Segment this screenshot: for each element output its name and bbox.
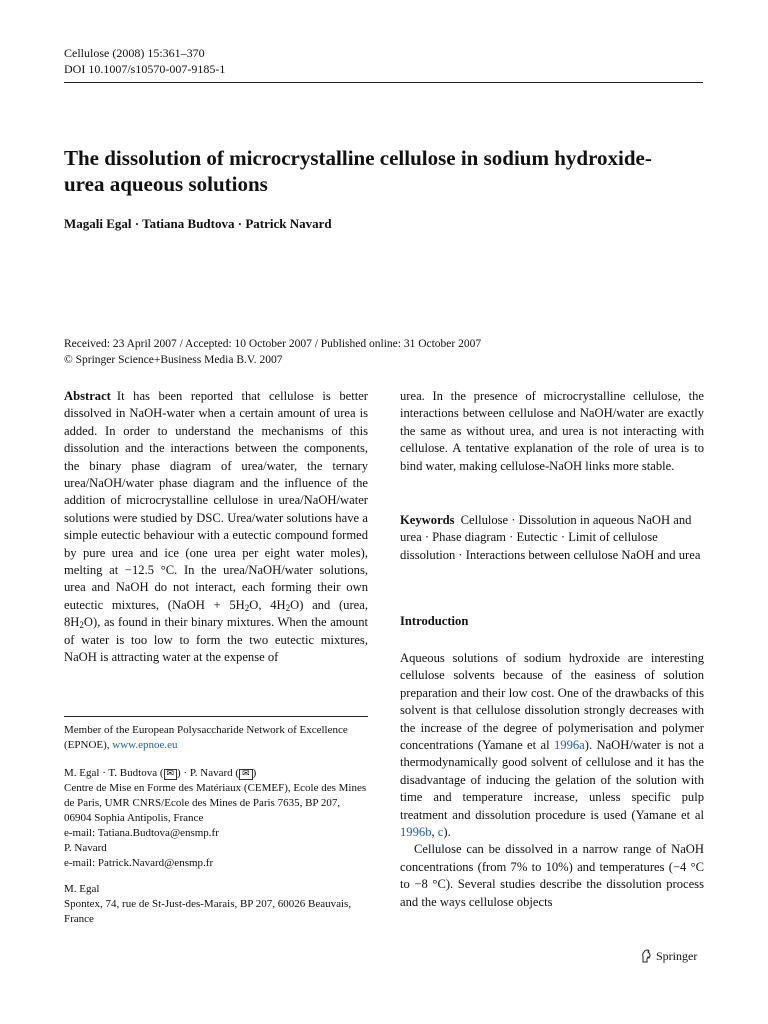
abstract-label: Abstract — [64, 389, 111, 403]
subscript: 2 — [79, 620, 84, 631]
intro-text: Aqueous solutions of sodium hydroxide are interesting cellulose solvents because of the easiness of solution preparation and their low cost. One of the drawbacks of this solvent is that cellulose dissolution strongly decreases with the increase of the degree of polymerisation and polymer concentrations (Yamane et al — [400, 651, 704, 753]
citation-link[interactable]: 1996b — [400, 825, 432, 840]
affiliation-address: Centre de Mise en Forme des Matériaux (CEMEF), Ecole des Mines de Paris, UMR CNRS/Ecole des Mines de Paris 7635, BP 207, 06904 Sophia Antipolis, France — [64, 782, 367, 824]
citation-link[interactable]: c — [437, 825, 444, 840]
citation-link[interactable]: 1996a — [553, 738, 585, 753]
abstract-continued — [400, 388, 704, 475]
running-header — [64, 45, 225, 77]
paper-title: The dissolution of microcrystalline cellulose in sodium hydroxide-urea aqueous solutions — [64, 146, 652, 196]
envelope-icon[interactable]: ✉ — [164, 769, 178, 780]
epnoe-link[interactable]: www.epnoe.eu — [112, 739, 178, 751]
subscript: 2 — [285, 602, 291, 613]
abstract-section — [64, 388, 368, 667]
email-navard[interactable]: e-mail: Patrick.Navard@ensmp.fr — [64, 857, 214, 869]
abstract-continuation: urea. In the presence of microcrystalline cellulose, the interactions between cellulose and NaOH/water are exactly the same as without urea, and urea is not interacting with cellulose. A tentative explanation of the role of urea is to bind water, making cellulose-NaOH links more stable. — [400, 389, 704, 473]
aff-names: ) · P. Navard ( — [177, 767, 240, 779]
springer-horse-icon — [640, 949, 652, 963]
affiliation-footnote — [64, 766, 368, 841]
egal-name: M. Egal — [64, 883, 100, 895]
abstract-text-1: It has been reported that cellulose is better dissolved in NaOH-water when a certain amount of urea is added. In order to understand the mechanisms of this dissolution and the interactions between the components, the binary phase diagram of urea/water, the ternary urea/NaOH/water phase diagram and the influence of the addition of microcrystalline cellulose in urea/NaOH/water solutions were studied by DSC. Urea/water solutions have a simple eutectic behaviour with a eutectic compound formed by pure urea and ice (one urea per eight water moles), melting at −12.5 °C. In the urea/NaOH/water solutions, urea and NaOH do not interact, each forming their own eutectic mixtures, (NaOH + 5H — [64, 389, 368, 612]
footnote-rule — [64, 716, 368, 717]
abstract-text-4: O), as found in their binary mixtures. When the amount of water is too low to form the two eutectic mixtures, NaOH is attracting water at the expense of — [64, 615, 368, 665]
introduction-body — [400, 650, 704, 911]
network-text: Member of the European Polysaccharide Network of Excellence (EPNOE), — [64, 724, 348, 751]
journal-citation: Cellulose (2008) 15:361–370 — [64, 46, 205, 60]
author-list: Magali Egal · Tatiana Budtova · Patrick Navard — [64, 216, 332, 231]
egal-address: Spontex, 74, rue de St-Just-des-Marais, BP 207, 60026 Beauvais, France — [64, 898, 352, 925]
intro-paragraph-2: Cellulose can be dissolved in a narrow range of NaOH concentrations (from 7% to 10%) and temperatures (−4 °C to −8 °C). Several studies describe the dissolution process and the ways cellulose objects — [400, 842, 704, 909]
abstract-text-3: O) and (urea, 8H — [64, 597, 368, 630]
publisher-name: Springer — [656, 949, 698, 963]
publication-dates — [64, 336, 704, 368]
dates-line: Received: 23 April 2007 / Accepted: 10 October 2007 / Published online: 31 October 2007 — [64, 338, 482, 350]
keywords-text: Cellulose · Dissolution in aqueous NaOH and urea · Phase diagram · Eutectic · Limit of cellulose dissolution · Interactions between cellulose NaOH and urea — [400, 513, 701, 562]
intro-text: , — [431, 825, 438, 840]
network-footnote — [64, 723, 368, 753]
navard-footnote — [64, 841, 368, 871]
abstract-text-2: O, 4H — [249, 597, 286, 612]
intro-text: ). — [443, 825, 451, 840]
publisher-mark — [640, 949, 697, 964]
doi[interactable]: DOI 10.1007/s10570-007-9185-1 — [64, 62, 226, 76]
aff-names: ) — [252, 767, 257, 779]
egal-footnote — [64, 882, 368, 927]
header-rule — [64, 82, 703, 83]
navard-name: P. Navard — [64, 842, 107, 854]
copyright-line: © Springer Science+Business Media B.V. 2007 — [64, 354, 283, 366]
envelope-icon[interactable]: ✉ — [239, 769, 253, 780]
keywords-label: Keywords — [400, 513, 455, 527]
intro-text: ). NaOH/water is not a thermodynamically good solvent of cellulose and it has the disadvantage of inducing the gelation of the solution with time and temperature increase, unless specific pulp treatment and dissolution procedure is used (Yamane et al — [400, 738, 704, 822]
aff-names: M. Egal · T. Budtova ( — [64, 767, 164, 779]
keywords-section — [400, 512, 704, 564]
subscript: 2 — [244, 602, 250, 613]
introduction-heading: Introduction — [400, 614, 469, 628]
email-budtova[interactable]: e-mail: Tatiana.Budtova@ensmp.fr — [64, 827, 219, 839]
